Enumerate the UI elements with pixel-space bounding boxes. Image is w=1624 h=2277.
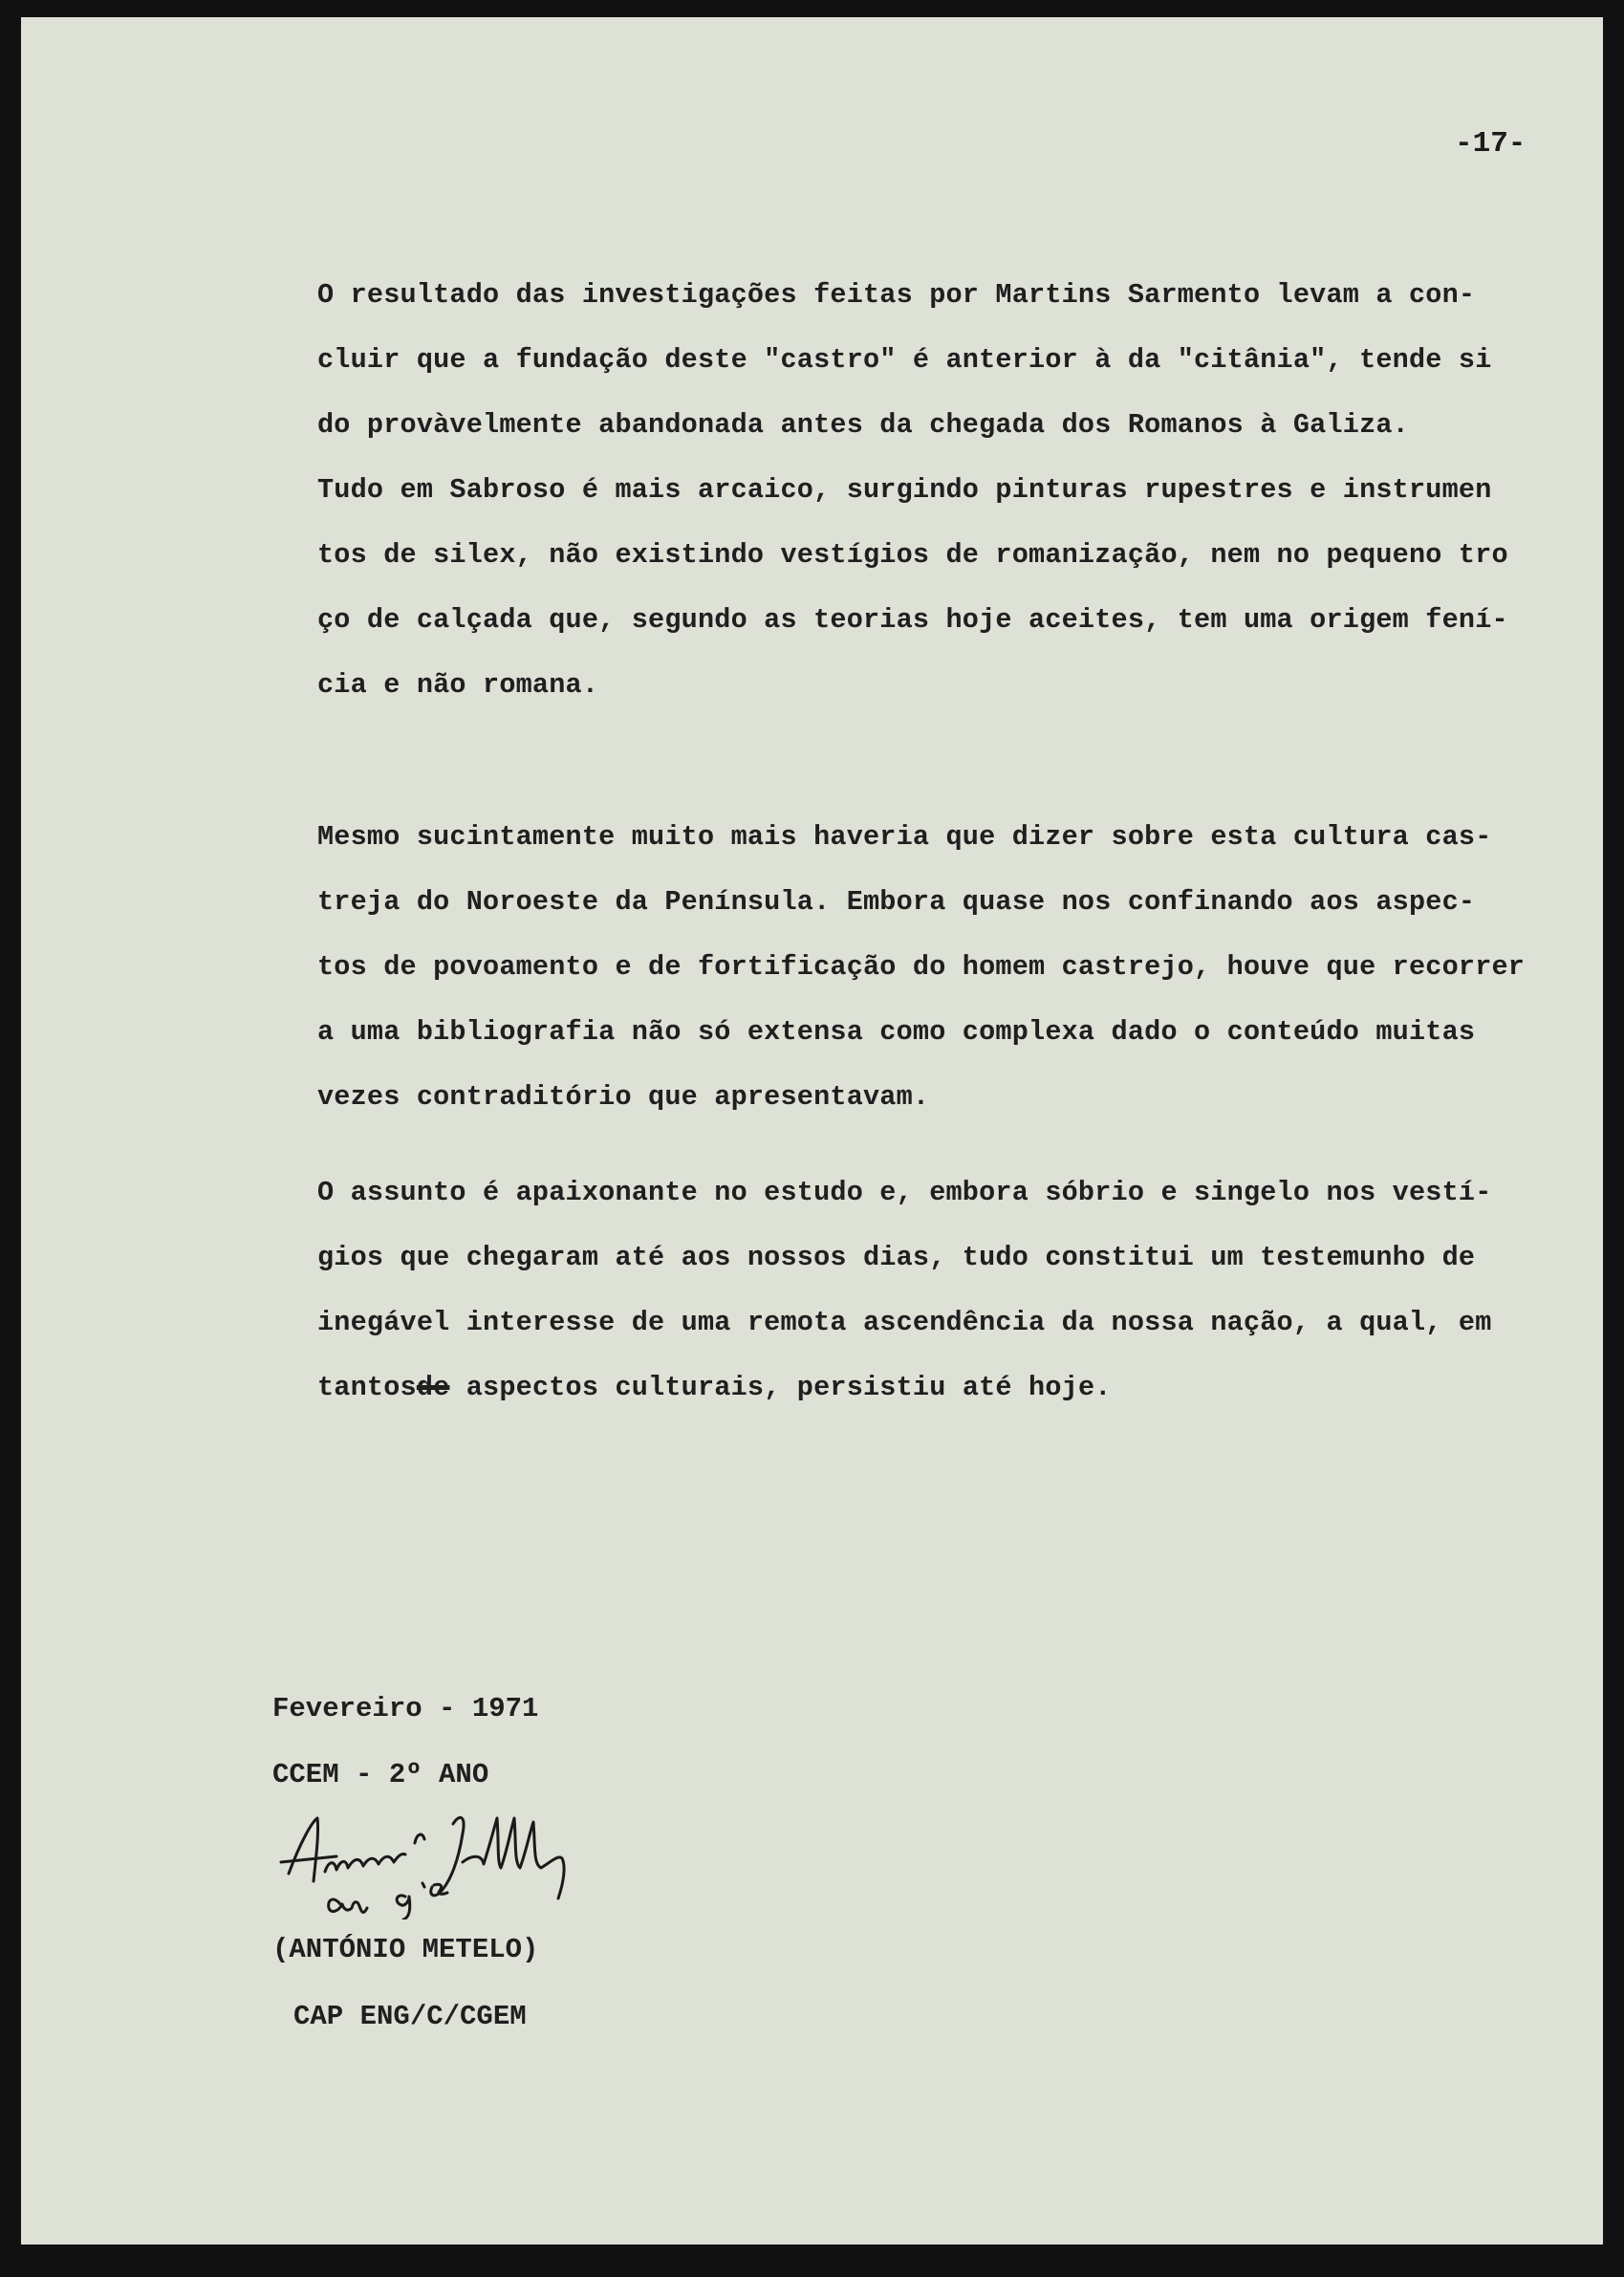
text-line: O resultado das investigações feitas por Martins Sarmento levam a con- — [317, 279, 1476, 311]
text-line: gios que chegaram até aos nossos dias, tudo constitui um testemunho de — [317, 1242, 1476, 1273]
text-line: ço de calçada que, segundo as teorias hoje aceites, tem uma origem fení- — [317, 604, 1508, 636]
text-line: cia e não romana. — [317, 669, 599, 701]
signatory-rank: CAP ENG/C/CGEM — [293, 2001, 527, 2032]
text-line: Tudo em Sabroso é mais arcaico, surgindo pinturas rupestres e instrumen — [317, 474, 1492, 506]
text-line: a uma bibliografia não só extensa como complexa dado o conteúdo muitas — [317, 1016, 1476, 1048]
date-line: Fevereiro - 1971 — [272, 1693, 539, 1724]
text-line: treja do Noroeste da Península. Embora quase nos confinando aos aspec- — [317, 886, 1476, 918]
text-line: do provàvelmente abandonada antes da chegada dos Romanos à Galiza. — [317, 409, 1409, 441]
text-line-rest: aspectos culturais, persistiu até hoje. — [449, 1372, 1112, 1403]
signatory-name: (ANTÓNIO METELO) — [272, 1934, 539, 1965]
document-page — [21, 17, 1603, 2244]
text-line: Mesmo sucintamente muito mais haveria que dizer sobre esta cultura cas- — [317, 821, 1492, 853]
text-line: vezes contraditório que apresentavam. — [317, 1081, 930, 1113]
struck-out-word: de — [416, 1372, 450, 1403]
handwritten-signature — [271, 1805, 596, 1919]
page-number: -17- — [1455, 127, 1527, 161]
paragraph-3 — [317, 1160, 1589, 1420]
course-line: CCEM - 2º ANO — [272, 1759, 489, 1790]
text-line: O assunto é apaixonante no estudo e, embora sóbrio e singelo nos vestí- — [317, 1177, 1492, 1208]
text-line: tos de povoamento e de fortificação do homem castrejo, houve que recorrer — [317, 951, 1526, 983]
text-line-last — [317, 1355, 1589, 1420]
word-tantos: tantos — [317, 1372, 417, 1403]
text-line: inegável interesse de uma remota ascendência da nossa nação, a qual, em — [317, 1307, 1492, 1338]
paragraph-1 — [317, 263, 1589, 718]
text-line: cluir que a fundação deste "castro" é anterior à da "citânia", tende si — [317, 344, 1492, 376]
paragraph-2 — [317, 805, 1589, 1130]
text-line: tos de silex, não existindo vestígios de romanização, nem no pequeno tro — [317, 539, 1508, 571]
